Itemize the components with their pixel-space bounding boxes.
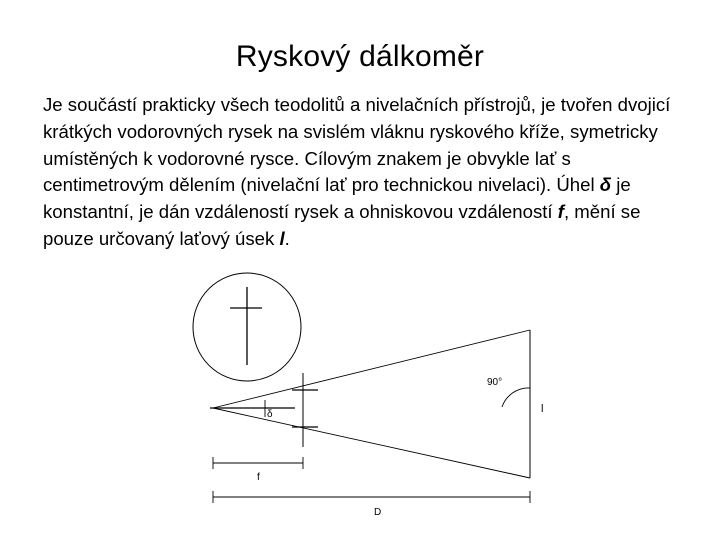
right-angle-arc xyxy=(502,388,530,407)
text-part-1: Je součástí prakticky všech teodolitů a nivelačních přístrojů, je tvořen dvojicí krátkých vodorovných rysek na svislém vláknu ryskového kříže, symetricky umístěných k vodorovné rysce. Cílovým znakem je obvykle lať s centimetrovým dělením (nivelační lať pro technickou nivelaci). Úhel xyxy=(43,94,671,196)
l-label: l xyxy=(541,403,544,415)
delta-symbol: δ xyxy=(599,174,612,196)
D-label: D xyxy=(374,507,382,518)
f-label: f xyxy=(257,472,260,483)
l-symbol: l xyxy=(279,227,285,249)
angle-label: 90° xyxy=(487,377,503,388)
delta-label: δ xyxy=(267,409,273,420)
text-part-4: . xyxy=(284,227,290,249)
lower-ray xyxy=(213,408,530,478)
upper-ray xyxy=(213,330,530,408)
page-title: Ryskový dálkoměr xyxy=(235,40,485,73)
text-part-2: je konstantní, je dán vzdáleností rysek a ohniskovou vzdáleností xyxy=(43,174,631,223)
f-symbol: f xyxy=(557,201,564,223)
text-part-3: , mění se pouze určovaný laťový úsek xyxy=(43,201,641,249)
